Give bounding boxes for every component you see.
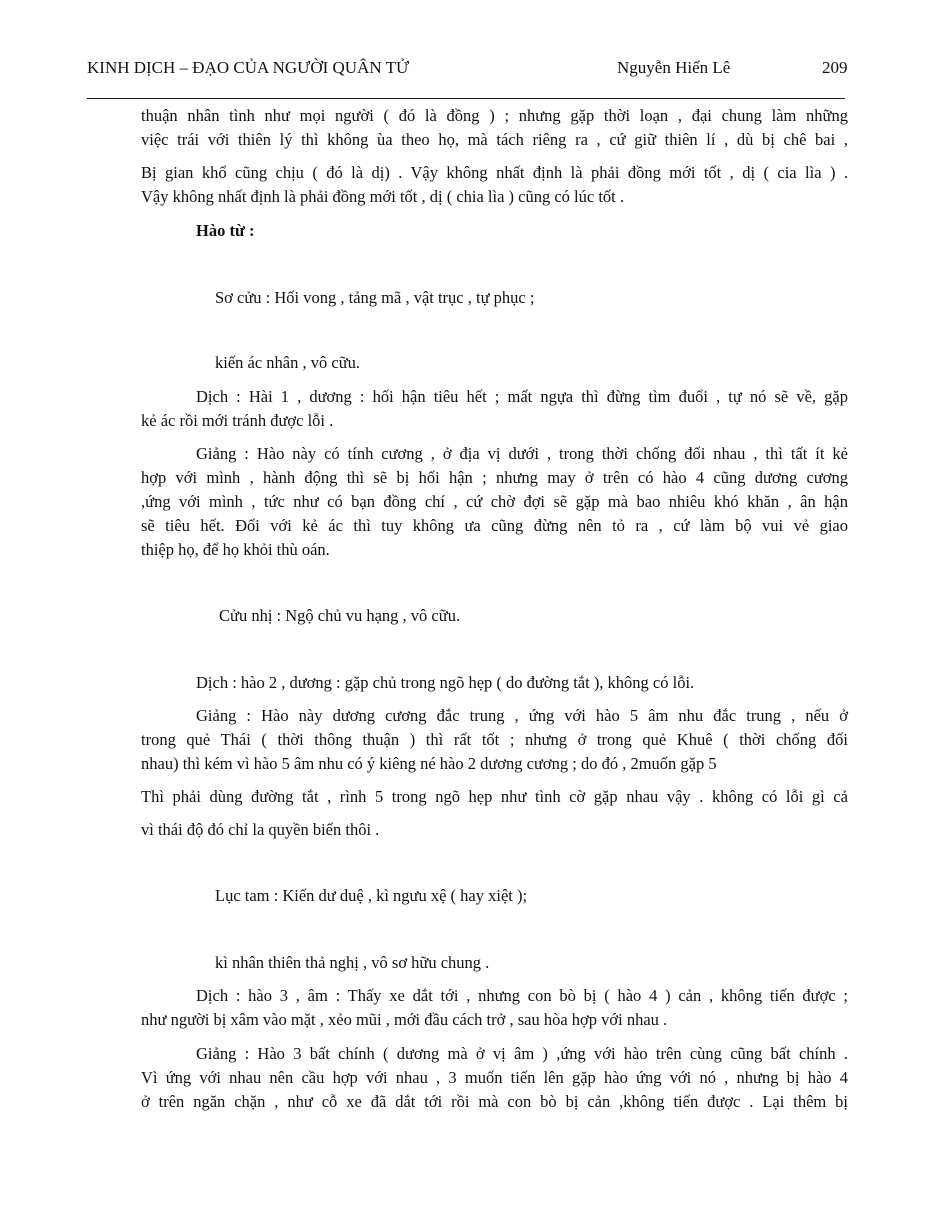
body-line: hợp với mình , hành động thì sẽ bị hối hận ; nhưng may ở trên có hào 4 cũng dương cương bbox=[141, 468, 848, 487]
body-line: Thì phải dùng đường tắt , rình 5 trong ngõ hẹp như tình cờ gặp nhau vậy . không có lỗi gì cả bbox=[141, 787, 848, 806]
paragraph-first-line: Giảng : Hào 3 bất chính ( dương mà ở vị âm ) ,ứng với hào trên cùng cũng bất chính . bbox=[196, 1044, 848, 1063]
verse-line: Lục tam : Kiến dư duệ , kì ngưu xệ ( hay xiệt ); bbox=[215, 886, 528, 905]
running-header-author: Nguyễn Hiến Lê bbox=[617, 58, 731, 77]
body-line: nhau) thì kém vì hào 5 âm nhu có ý kiêng né hào 2 dương cương ; do đó , 2muốn gặp 5 bbox=[141, 754, 717, 773]
verse-line: Sơ cửu : Hối vong , tảng mã , vật trục , tự phục ; bbox=[215, 288, 535, 307]
body-line: kẻ ác rồi mới tránh được lỗi . bbox=[141, 411, 334, 430]
paragraph-first-line: Dịch : Hài 1 , dương : hối hận tiêu hết ; mất ngựa thì đừng tìm đuổi , tự nó sẽ về, gặp bbox=[196, 387, 848, 406]
body-line: ở trên ngăn chặn , như cỗ xe đã dắt tới rồi mà con bò bị cản ,không tiến được . Lại thêm bị bbox=[141, 1092, 848, 1111]
page-number: 209 bbox=[822, 58, 848, 77]
body-line: thiệp họ, để họ khỏi thù oán. bbox=[141, 540, 330, 559]
body-line: việc trái với thiên lý thì không ùa theo họ, mà tách riêng ra , cứ giữ thiên lí , dù bị chê bai , bbox=[141, 130, 848, 149]
body-line: Vậy không nhất định là phải đồng mới tốt , dị ( chia lìa ) cũng có lúc tốt . bbox=[141, 187, 625, 206]
paragraph-first-line: Dịch : hào 2 , dương : gặp chủ trong ngõ hẹp ( do đường tắt ), không có lỗi. bbox=[196, 673, 695, 692]
verse-line: kì nhân thiên thả nghị , vô sơ hữu chung . bbox=[215, 953, 490, 972]
verse-line: Cửu nhị : Ngộ chủ vu hạng , vô cữu. bbox=[219, 606, 461, 625]
header-rule bbox=[87, 98, 845, 99]
running-header-title: KINH DỊCH – ĐẠO CỦA NGƯỜI QUÂN TỬ bbox=[87, 58, 410, 77]
paragraph-first-line: Dịch : hào 3 , âm : Thấy xe dắt tới , nhưng con bò bị ( hào 4 ) cản , không tiến được ; bbox=[196, 986, 848, 1005]
body-line: Vì ứng với nhau nên cầu hợp với nhau , 3 muốn tiến lên gặp hào ứng với nó , nhưng bị hào 4 bbox=[141, 1068, 848, 1087]
body-line: sẽ tiêu hết. Đối với kẻ ác thì tuy không ưa cũng đừng nên tỏ ra , cứ làm bộ vui vẻ giao bbox=[141, 516, 848, 535]
section-heading-hao-tu: Hào từ : bbox=[196, 221, 255, 240]
body-line: thuận nhân tình như mọi người ( đó là đồng ) ; nhưng gặp thời loạn , đại chung làm những bbox=[141, 106, 848, 125]
body-line: vì thái độ đó chỉ la quyền biến thôi . bbox=[141, 820, 380, 839]
body-line: Bị gian khổ cũng chịu ( đó là dị) . Vậy không nhất định là phải đồng mới tốt , dị ( cia lìa ) . bbox=[141, 163, 848, 182]
paragraph-first-line: Giảng : Hào này có tính cương , ở địa vị dưới , trong thời chống đối nhau , thì tất ít kẻ bbox=[196, 444, 848, 463]
body-line: như người bị xâm vào mặt , xẻo mũi , mới đầu cách trở , sau hòa hợp với nhau . bbox=[141, 1010, 668, 1029]
paragraph-first-line: Giảng : Hào này dương cương đắc trung , ứng với hào 5 âm nhu đắc trung , nếu ở bbox=[196, 706, 848, 725]
verse-line: kiến ác nhân , vô cữu. bbox=[215, 353, 361, 372]
body-line: trong quẻ Thái ( thời thông thuận ) thì rất tốt ; nhưng ở trong quẻ Khuê ( thời chống đối bbox=[141, 730, 848, 749]
body-line: ,ứng với mình , tức như có bạn đồng chí , cứ chờ đợi sẽ gặp mà bao nhiêu khó khăn , ân hận bbox=[141, 492, 848, 511]
